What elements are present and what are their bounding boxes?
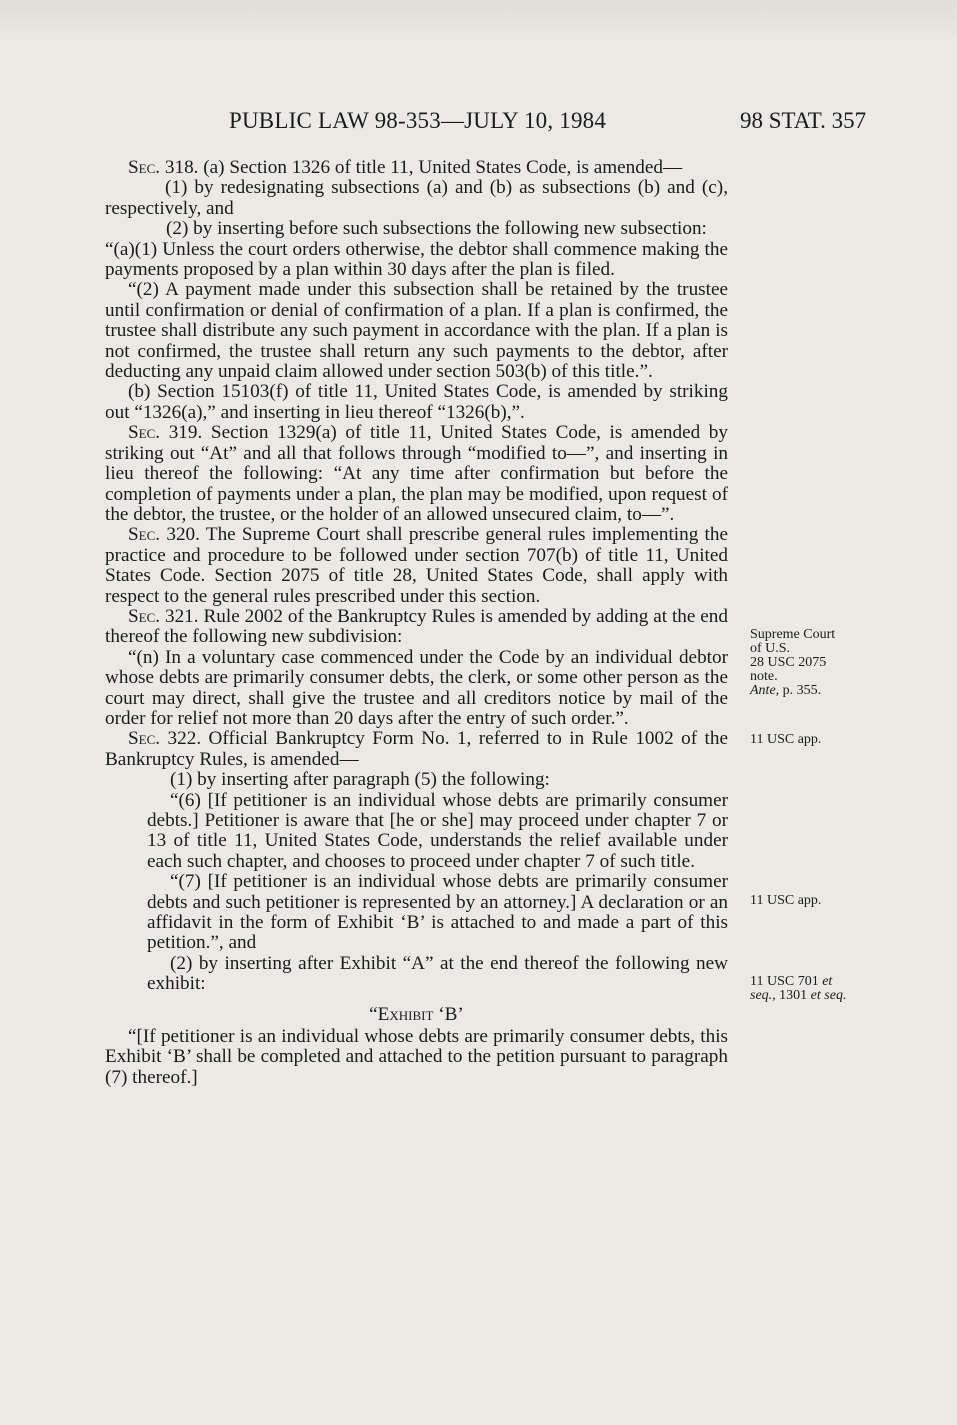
para-a1 xyxy=(105,240,728,281)
para-text: (b) Section 15103(f) of title 11, United States Code, is amended by striking out “1326(a),” and inserting in lieu thereof “1326(b),”. xyxy=(105,381,728,423)
note-italic: et xyxy=(822,974,833,989)
section-319-para xyxy=(105,423,728,525)
exhibit-b-heading: “Exhibit ‘B’ xyxy=(369,1003,464,1025)
para-text: 319. Section 1329(a) of title 11, United States Code, is amended by striking out “At” and all that follows through “modified to—”, and inserting in lieu thereof the following: “At any time after confirmation but before the completion of payments under a plan, the plan may be modified, upon request of the debtor, the trustee, or the holder of an allowed unsecured claim, to—”. xyxy=(105,422,728,525)
note-italic: et seq. xyxy=(810,988,847,1003)
para-text: (2) by inserting after Exhibit “A” at the end thereof the following new exhibit: xyxy=(147,952,728,995)
note-line: note. xyxy=(750,669,778,684)
note-italic: seq., xyxy=(750,988,776,1003)
para-n xyxy=(105,648,728,730)
para-text: (2) by inserting before such subsections the following new subsection: xyxy=(166,218,707,240)
section-label: Sec. xyxy=(128,605,161,627)
scan-edge xyxy=(0,0,957,40)
note-italic: Ante, xyxy=(750,683,780,698)
margin-note-usc-app-2: 11 USC app. xyxy=(750,893,822,908)
running-header-stat: 98 STAT. 357 xyxy=(740,108,867,133)
running-header-title: PUBLIC LAW 98-353—JULY 10, 1984 xyxy=(229,108,607,133)
para-text: “(n) In a voluntary case commenced under the Code by an individual debtor whose debts are primarily consumer debts, the clerk, or some other person as the court may direct, shall give the trustee and all creditors notice by mail of the order for relief not more than 20 days after the entry of such order.”. xyxy=(105,646,728,729)
note-text: 11 USC 701 xyxy=(750,974,823,989)
section-320-para xyxy=(105,525,728,607)
section-label: Sec. xyxy=(128,422,161,444)
para-text: 320. The Supreme Court shall prescribe general rules implementing the practice and procedure to be followed under section 707(b) of title 11, United States Code. Section 2075 of title 28, United States Code, shall apply with respect to the general rules prescribed under this section. xyxy=(105,524,728,607)
note-text: 1301 xyxy=(775,988,811,1003)
margin-note-usc-app-1: 11 USC app. xyxy=(750,732,822,747)
para-insert-after-5 xyxy=(147,770,728,790)
note-text: p. 355. xyxy=(779,683,822,698)
para-text: 322. Official Bankruptcy Form No. 1, referred to in Rule 1002 of the Bankruptcy Rules, is amended— xyxy=(105,728,728,770)
para-text: “(a)(1) Unless the court orders otherwise, the debtor shall commence making the payments proposed by a plan within 30 days after the plan is filed. xyxy=(105,238,728,281)
para-6 xyxy=(147,791,728,873)
para-text: “(2) A payment made under this subsection shall be retained by the trustee until confirmation or denial of confirmation of a plan. If a plan is confirmed, the trustee shall distribute any such payment in accordance with the plan. If a plan is not confirmed, the trustee shall return any such payments to the debtor, after deducting any unpaid claim allowed under section 503(b) of this title.”. xyxy=(105,279,728,383)
note-line xyxy=(750,684,890,698)
para-text: “(7) [If petitioner is an individual whose debts are primarily consumer debts and such petitioner is represented by an attorney.] A declaration or an affidavit in the form of Exhibit ‘B’ is attached to and made a part of this petition.”, and xyxy=(147,871,728,954)
para-text: (1) by redesignating subsections (a) and (b) as subsections (b) and (c), respectively, and xyxy=(105,177,728,219)
margin-note-usc-701 xyxy=(750,975,890,1003)
section-318-para xyxy=(105,158,728,178)
section-label: Sec. xyxy=(128,157,161,178)
para-text: 321. Rule 2002 of the Bankruptcy Rules is amended by adding at the end thereof the following new subdivision: xyxy=(105,605,728,648)
form-amendment-block xyxy=(147,770,728,994)
para-redesignating xyxy=(105,178,728,219)
note-line: 28 USC 2075 xyxy=(750,655,827,670)
para-insert-exhibit xyxy=(147,954,728,995)
note-line: Supreme Court xyxy=(750,627,836,642)
section-label: Sec. xyxy=(128,728,161,750)
para-a2 xyxy=(105,280,728,382)
para-inserting xyxy=(105,219,728,239)
section-322-para xyxy=(105,729,728,770)
para-text: (1) by inserting after paragraph (5) the following: xyxy=(170,769,550,791)
margin-note-supreme-court xyxy=(750,628,890,698)
para-text: “(6) [If petitioner is an individual whose debts are primarily consumer debts.] Petitioner is aware that [he or she] may proceed under chapter 7 or 13 of title 11, United States Code, understands the relief available under each such chapter, and chooses to proceed under chapter 7 of such title. xyxy=(147,789,728,872)
note-line: of U.S. xyxy=(750,641,791,656)
section-321-para xyxy=(105,607,728,648)
para-7 xyxy=(147,872,728,954)
para-text: “[If petitioner is an individual whose debts are primarily consumer debts, this Exhibit ‘B’ shall be completed and attached to the petition pursuant to paragraph (7) thereof.] xyxy=(105,1026,728,1088)
para-b xyxy=(105,382,728,423)
para-text: 318. (a) Section 1326 of title 11, United States Code, is amended— xyxy=(160,157,683,178)
body-text xyxy=(105,158,728,1088)
exhibit-b-text xyxy=(105,1027,728,1088)
section-label: Sec. xyxy=(128,524,161,546)
